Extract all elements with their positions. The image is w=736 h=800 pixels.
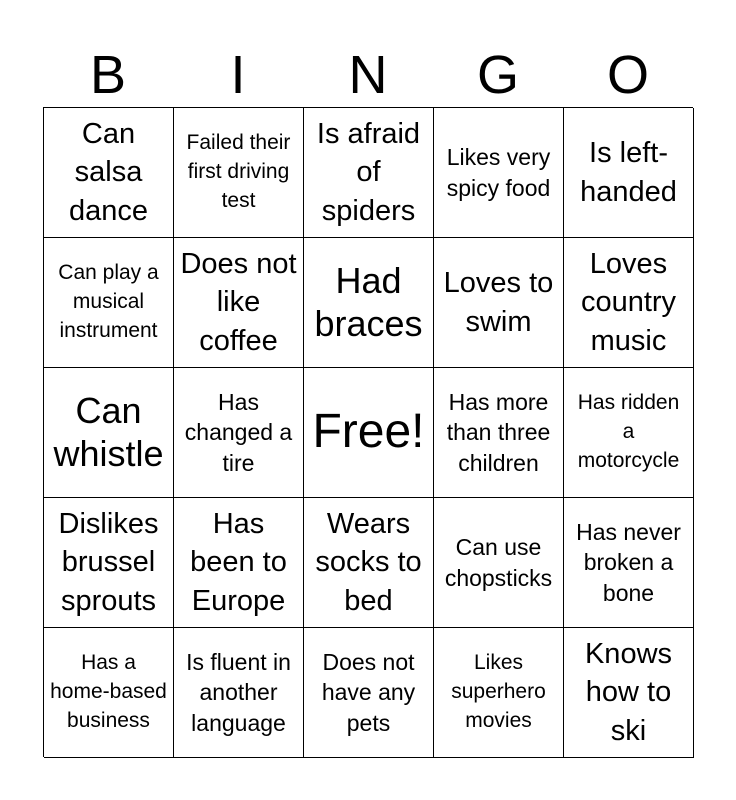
bingo-cell-r1c5[interactable] bbox=[564, 108, 694, 238]
bingo-cell-text: Has never broken a bone bbox=[576, 518, 681, 606]
bingo-cell-r2c1[interactable] bbox=[44, 238, 174, 368]
header-letter-n: N bbox=[348, 45, 388, 105]
bingo-cell-text: Is fluent in another language bbox=[186, 648, 291, 736]
bingo-cell-r4c2[interactable] bbox=[174, 498, 304, 628]
bingo-cell-text: Free! bbox=[312, 405, 425, 459]
bingo-cell-text: Dislikes brussel sprouts bbox=[58, 508, 159, 617]
bingo-cell-text: Has more than three children bbox=[446, 388, 551, 476]
bingo-cell-r5c1[interactable] bbox=[44, 628, 174, 758]
bingo-cell-text: Knows how to ski bbox=[584, 638, 673, 747]
bingo-cell-r1c3[interactable] bbox=[304, 108, 434, 238]
bingo-cell-r3c4[interactable] bbox=[434, 368, 564, 498]
bingo-cell-text: Has been to Europe bbox=[190, 508, 287, 617]
bingo-board bbox=[43, 107, 693, 757]
bingo-cell-r2c4[interactable] bbox=[434, 238, 564, 368]
bingo-cell-r1c2[interactable] bbox=[174, 108, 304, 238]
bingo-cell-r2c2[interactable] bbox=[174, 238, 304, 368]
bingo-cell-text: Loves to swim bbox=[443, 267, 554, 338]
bingo-cell-r3c2[interactable] bbox=[174, 368, 304, 498]
bingo-cell-text: Likes superhero movies bbox=[451, 651, 546, 732]
bingo-cell-r5c5[interactable] bbox=[564, 628, 694, 758]
bingo-cell-text: Can play a musical instrument bbox=[58, 261, 159, 342]
bingo-header bbox=[43, 42, 693, 108]
bingo-cell-text: Is left-handed bbox=[580, 137, 677, 208]
header-letter-o: O bbox=[606, 45, 649, 105]
bingo-cell-r4c1[interactable] bbox=[44, 498, 174, 628]
bingo-cell-text: Does not like coffee bbox=[180, 248, 297, 357]
bingo-cell-r5c3[interactable] bbox=[304, 628, 434, 758]
bingo-cell-text: Had braces bbox=[314, 260, 423, 344]
bingo-cell-text: Likes very spicy food bbox=[446, 144, 551, 201]
header-letter-i: I bbox=[230, 45, 246, 105]
bingo-cell-r4c4[interactable] bbox=[434, 498, 564, 628]
header-letter-b: B bbox=[89, 45, 127, 105]
bingo-cell-free[interactable] bbox=[304, 368, 434, 498]
bingo-cell-text: Failed their first driving test bbox=[186, 131, 291, 212]
bingo-cell-text: Can use chopsticks bbox=[444, 534, 553, 591]
bingo-cell-text: Has changed a tire bbox=[184, 388, 293, 476]
bingo-cell-r5c4[interactable] bbox=[434, 628, 564, 758]
bingo-cell-text: Wears socks to bed bbox=[315, 508, 422, 617]
header-letter-g: G bbox=[476, 45, 519, 105]
bingo-cell-text: Is afraid of spiders bbox=[316, 118, 421, 227]
bingo-cell-r2c5[interactable] bbox=[564, 238, 694, 368]
bingo-cell-text: Can whistle bbox=[53, 390, 164, 474]
bingo-cell-text: Does not have any pets bbox=[321, 648, 416, 736]
bingo-cell-r1c4[interactable] bbox=[434, 108, 564, 238]
bingo-cell-r2c3[interactable] bbox=[304, 238, 434, 368]
bingo-cell-text: Can salsa dance bbox=[68, 118, 148, 227]
bingo-cell-r4c5[interactable] bbox=[564, 498, 694, 628]
bingo-cell-text: Loves country music bbox=[580, 248, 677, 357]
bingo-cell-text: Has a home-based business bbox=[50, 651, 167, 732]
bingo-cell-text: Has ridden a motorcycle bbox=[577, 391, 680, 472]
bingo-cell-r5c2[interactable] bbox=[174, 628, 304, 758]
bingo-cell-r1c1[interactable] bbox=[44, 108, 174, 238]
bingo-cell-r4c3[interactable] bbox=[304, 498, 434, 628]
bingo-cell-r3c5[interactable] bbox=[564, 368, 694, 498]
bingo-cell-r3c1[interactable] bbox=[44, 368, 174, 498]
